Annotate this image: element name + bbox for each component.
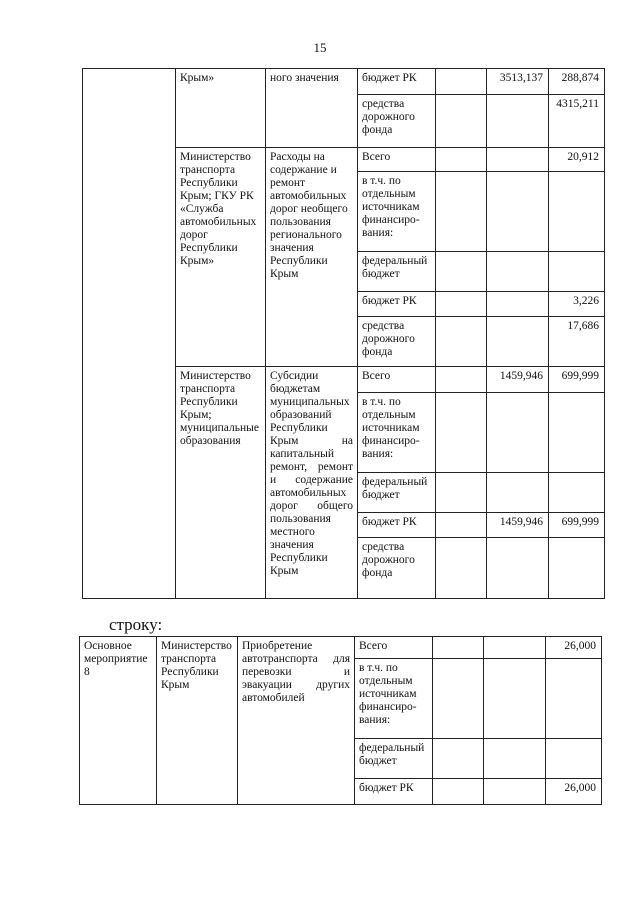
value-cell: 17,686 xyxy=(549,317,605,367)
value-cell xyxy=(433,739,484,779)
value-cell xyxy=(436,69,487,95)
value-cell xyxy=(436,292,487,317)
value-cell xyxy=(436,252,487,292)
source-cell: Всего xyxy=(355,637,433,659)
value-cell: 26,000 xyxy=(546,779,602,805)
value-cell xyxy=(487,95,549,148)
source-cell: в т.ч. по отдельным источникам финансиро-вания: xyxy=(358,393,436,473)
source-cell: бюджет РК xyxy=(358,69,436,95)
value-cell xyxy=(436,148,487,172)
value-cell xyxy=(484,659,546,739)
value-cell xyxy=(546,739,602,779)
value-cell xyxy=(484,739,546,779)
table-row xyxy=(83,69,605,95)
source-cell: федеральный бюджет xyxy=(358,252,436,292)
page-number: 15 xyxy=(313,40,327,55)
source-cell: средства дорожного фонда xyxy=(358,538,436,599)
table-row xyxy=(80,637,602,659)
source-cell: в т.ч. по отдельным источникам финансиро-вания: xyxy=(358,172,436,252)
value-cell xyxy=(484,637,546,659)
value-cell: 3513,137 xyxy=(487,69,549,95)
value-cell xyxy=(487,317,549,367)
measure-cell: Приобретение автотранспорта для перевозки и эвакуации других автомобилей xyxy=(238,637,355,805)
source-cell: федеральный бюджет xyxy=(358,473,436,513)
value-cell: 288,874 xyxy=(549,69,605,95)
measure-cell: ного значения xyxy=(266,69,358,148)
value-cell: 699,999 xyxy=(549,513,605,538)
budget-table-continued xyxy=(82,68,605,599)
value-cell: 20,912 xyxy=(549,148,605,172)
value-cell xyxy=(487,172,549,252)
value-cell xyxy=(487,292,549,317)
value-cell xyxy=(487,148,549,172)
value-cell: 26,000 xyxy=(546,637,602,659)
source-cell: средства дорожного фонда xyxy=(358,317,436,367)
value-cell xyxy=(433,659,484,739)
value-cell xyxy=(436,513,487,538)
executor-cell: Крым» xyxy=(176,69,266,148)
value-cell xyxy=(436,172,487,252)
value-cell xyxy=(436,393,487,473)
measure-name-cell: Основное мероприятие 8 xyxy=(80,637,157,805)
value-cell: 4315,211 xyxy=(549,95,605,148)
value-cell xyxy=(436,367,487,393)
source-cell: Всего xyxy=(358,367,436,393)
source-cell: средства дорожного фонда xyxy=(358,95,436,148)
value-cell xyxy=(546,659,602,739)
executor-cell: Министерство транспорта Республики Крым; муниципальные образования xyxy=(176,367,266,599)
source-cell: Всего xyxy=(358,148,436,172)
value-cell xyxy=(487,252,549,292)
value-cell xyxy=(436,538,487,599)
source-cell: бюджет РК xyxy=(358,513,436,538)
value-cell xyxy=(433,637,484,659)
value-cell: 1459,946 xyxy=(487,367,549,393)
budget-table-new-row xyxy=(79,636,602,805)
value-cell: 3,226 xyxy=(549,292,605,317)
source-cell: бюджет РК xyxy=(358,292,436,317)
value-cell xyxy=(436,317,487,367)
value-cell xyxy=(549,538,605,599)
caption-text: строку: xyxy=(109,615,163,634)
value-cell xyxy=(487,393,549,473)
source-cell: в т.ч. по отдельным источникам финансиро-вания: xyxy=(355,659,433,739)
value-cell xyxy=(549,393,605,473)
measure-cell: Расходы на содержание и ремонт автомобильных дорог необщего пользования регионального значения Республики Крым xyxy=(266,148,358,367)
value-cell xyxy=(484,779,546,805)
value-cell xyxy=(549,172,605,252)
source-cell: бюджет РК xyxy=(355,779,433,805)
value-cell xyxy=(487,473,549,513)
value-cell xyxy=(436,473,487,513)
value-cell: 699,999 xyxy=(549,367,605,393)
measure-cell: Субсидии бюджетам муниципальных образований Республики Крым на капитальный ремонт, ремонт и содержание автомобильных дорог общего пользования местного значения Республики Крым xyxy=(266,367,358,599)
value-cell: 1459,946 xyxy=(487,513,549,538)
value-cell xyxy=(549,473,605,513)
executor-cell: Министерство транспорта Республики Крым; ГКУ РК «Служба автомобильных дорог Республики Крым» xyxy=(176,148,266,367)
value-cell xyxy=(433,779,484,805)
executor-cell: Министерство транспорта Республики Крым xyxy=(157,637,238,805)
measure-name-cell xyxy=(83,69,176,599)
value-cell xyxy=(436,95,487,148)
source-cell: федеральный бюджет xyxy=(355,739,433,779)
value-cell xyxy=(487,538,549,599)
value-cell xyxy=(549,252,605,292)
